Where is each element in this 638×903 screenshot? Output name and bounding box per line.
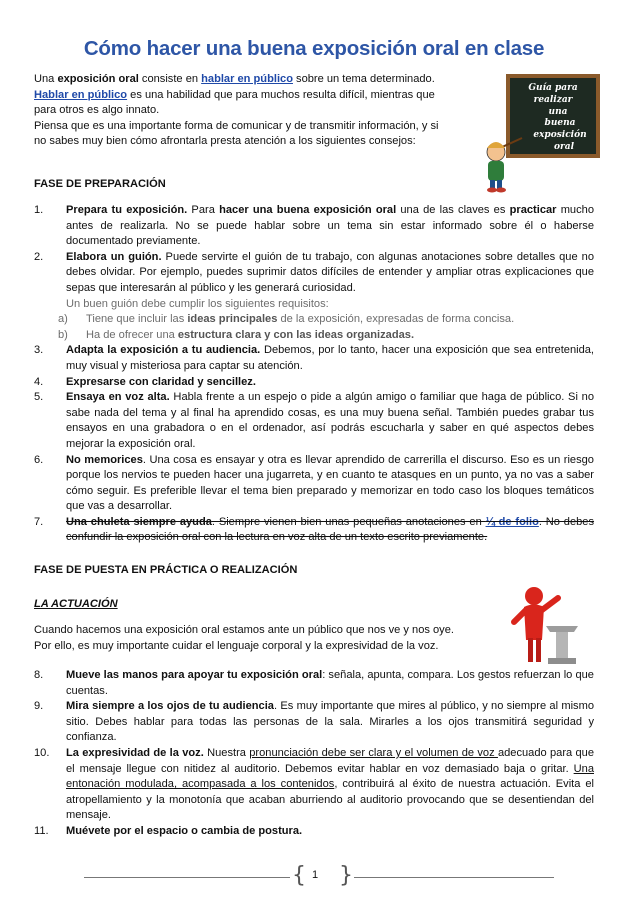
actuacion-paragraph [34,623,514,654]
intro-text: sobre un tema determinado. [292,73,435,85]
page-number: 1 [312,869,319,881]
item-number: 1. [34,204,44,216]
podium-base [548,658,576,664]
preparation-list [34,203,594,546]
item-text: . Una cosa es ensayar y otra es llevar aprendido de carrerilla el discurso. Eso es un riesgo porque los nervios te pueden hacer una jugarreta, y en cuanto te atasques en un punto, ya no vas a saber cómo seguir. Es preferible llevar el tema bien preparado y memorizar en todo caso los bloques temáticos que vas a desarrollar. [66,453,594,513]
sub-item-b [34,328,594,344]
teacher-shoe [496,188,506,193]
item-text: mucho antes de realizarla. No se puede hablar sobre un tema sin estar informado sobre él o haberse documentado previamente. [66,204,594,248]
sub-item-text: de la exposición, expresadas de forma concisa. [277,313,515,326]
item-heading: No memorices [66,453,143,466]
item-text: adecuado para que el mensaje llegue con nitidez al auditorio. Debemos evitar hablar en voz demasiado baja o gritar. [66,746,594,775]
item-number: 6. [34,453,44,466]
intro-text: consiste en [138,73,202,85]
teacher-shoe [487,188,497,193]
list-item [34,746,594,824]
item-heading: Mira siempre a los ojos de tu audiencia [66,700,274,713]
list-item [34,203,594,250]
section-heading-preparacion: FASE DE PREPARACIÓN [34,178,166,190]
item-number: 2. [34,250,44,263]
sub-item-text: Tiene que incluir las [86,313,188,326]
intro-text: no sabes muy bien cómo afrontarla presta atención a los siguientes consejos: [34,135,416,148]
sub-item-bold: ideas principales [187,313,278,326]
list-item [34,668,594,699]
speaker-leg [536,638,541,662]
item-heading: Una chuleta siempre ayuda [66,515,212,528]
board-line6: oral [554,142,574,152]
actuacion-text: Por ello, es muy importante cuidar el lenguaje corporal y la expresividad de la voz. [34,639,439,652]
board-line5: exposición [533,130,587,140]
item-underlined: pronunciación debe ser clara y el volumen de voz [249,746,498,759]
intro-text: para otros es algo innato. [34,104,160,117]
item-number: 11. [34,824,49,837]
board-line2: realizar [533,95,573,105]
section-heading-realizacion: FASE DE PUESTA EN PRÁCTICA O REALIZACIÓN [34,564,298,576]
cuarto-de-folio-link[interactable]: ¼ de folio [485,515,539,528]
item-heading: La expresividad de la voz. [66,746,204,759]
intro-text: Piensa que es una importante forma de comunicar y de transmitir información, y si [34,119,439,132]
realization-list [34,668,594,840]
list-item [34,343,594,374]
item-text: : señala, apunta, compara. Los gestos refuerzan lo que cuentas. [66,669,594,697]
intro-bold: exposición oral [57,73,139,85]
footer-bracket-left: { [292,863,306,888]
teacher-hair [487,142,505,148]
item-text: una de las claves es [396,204,510,216]
item-underlined: Una entonación modulada, acompasada a los contenidos [66,762,594,791]
board-line4: buena [544,118,576,128]
intro-paragraph [34,72,480,150]
item-number: 5. [34,391,44,404]
item-number: 4. [34,375,44,388]
item-heading: Muévete por el espacio o cambia de postura. [66,824,303,837]
speaker-arm [514,610,526,622]
page-title: Cómo hacer una buena exposición oral en clase [83,37,545,60]
item-text: Nuestra [203,746,250,759]
item-bold: practicar [509,204,557,216]
sub-item-letter: b) [58,328,68,341]
item-number: 8. [34,669,44,681]
sub-item-letter: a) [58,313,68,326]
item-bold: hacer una buena exposición oral [219,204,397,216]
item-heading: Adapta la exposición a tu audiencia. [66,344,261,357]
list-item [34,250,594,297]
list-item [34,453,594,515]
board-line3: una [548,107,568,117]
speaker-leg [528,638,533,662]
podium-top [546,626,578,632]
item-text: Para [187,204,220,216]
footer-rule-right [354,877,554,878]
footer-rule-left [84,877,290,878]
item-heading: Expresarse con claridad y sencillez. [66,375,256,388]
speaker-podium-illustration [506,582,598,672]
speaker-head [525,587,543,605]
item-number: 9. [34,700,44,713]
board-line1: Guía para [528,83,578,93]
blackboard-teacher-illustration [480,70,602,194]
hablar-en-publico-link-2[interactable]: Hablar en público [34,88,128,101]
item-text: . Siempre vienen bien unas pequeñas anotaciones en [211,515,486,528]
list-item [34,375,594,391]
intro-text: Una [34,73,58,85]
teacher-body [488,161,504,181]
item-text: Debemos, por lo tanto, hacer una exposición que sea entretenida, muy visual y misteriosa para captar su atención. [66,344,594,372]
podium-stand [556,632,568,658]
intro-text: es una habilidad que para muchos resulta difícil, mientras que [127,88,435,101]
item-heading: Prepara tu exposición. [66,204,188,216]
item-heading: Ensaya en voz alta. [66,391,170,404]
list-item-struck [34,515,594,546]
item-number: 7. [34,515,44,528]
guion-note: Un buen guión debe cumplir los siguientes requisitos: [66,297,329,310]
list-item [34,699,594,746]
sub-item-text: Ha de ofrecer una [86,328,178,341]
list-item [34,390,594,452]
hablar-en-publico-link[interactable]: hablar en público [201,73,293,85]
actuacion-text: Cuando hacemos una exposición oral estamos ante un público que nos ve y nos oye. [34,624,454,636]
sub-item-a [34,312,594,328]
item-text: Puede servirte el guión de tu trabajo, con algunas anotaciones sobre detalles que no debes olvidar. Por ejemplo, puedes suprimir datos difíciles de entender y ampliar otras explicaciones que sepas que interesarán al público y les generará curiosidad. [66,250,594,294]
sub-item-bold: estructura clara y con las ideas organizadas. [177,328,415,341]
subsection-heading-actuacion: LA ACTUACIÓN [34,598,118,610]
item-number: 10. [34,746,50,759]
item-text: . Es muy importante que mires al público, y no siempre al mismo sitio. Debes hablar para todas las personas de la sala. Mirarles a los ojos transmitirá seguridad y confianza. [66,700,594,744]
item-number: 3. [34,344,44,357]
page-footer [84,863,554,888]
list-item [34,824,594,840]
item-text: , contribuirá al éxito de nuestra actuación. Evita el atropellamiento y la monotonía que acaban aburriendo al auditorio provocando que se desentiendan del mensaje. [66,778,594,822]
item-text: . No debes confundir la exposición oral con la lectura en voz alta de un texto escrito previamente. [66,515,595,544]
item-text: Habla frente a un espejo o pide a algún amigo o familiar que haga de público. Si no sabe nada del tema y al final ha aprendido cosas, es una muy buena señal. También puedes grabar tus ensayos en una grabadora o en el ordenador, así podrás escucharla y saber en qué aspectos debes mejorar la exposición oral. [66,391,594,450]
item-heading: Elabora un guión. [66,250,162,263]
item-heading: Mueve las manos para apoyar tu exposición oral [66,669,323,681]
footer-bracket-right: } [339,863,353,888]
speaker-arm [542,598,558,610]
